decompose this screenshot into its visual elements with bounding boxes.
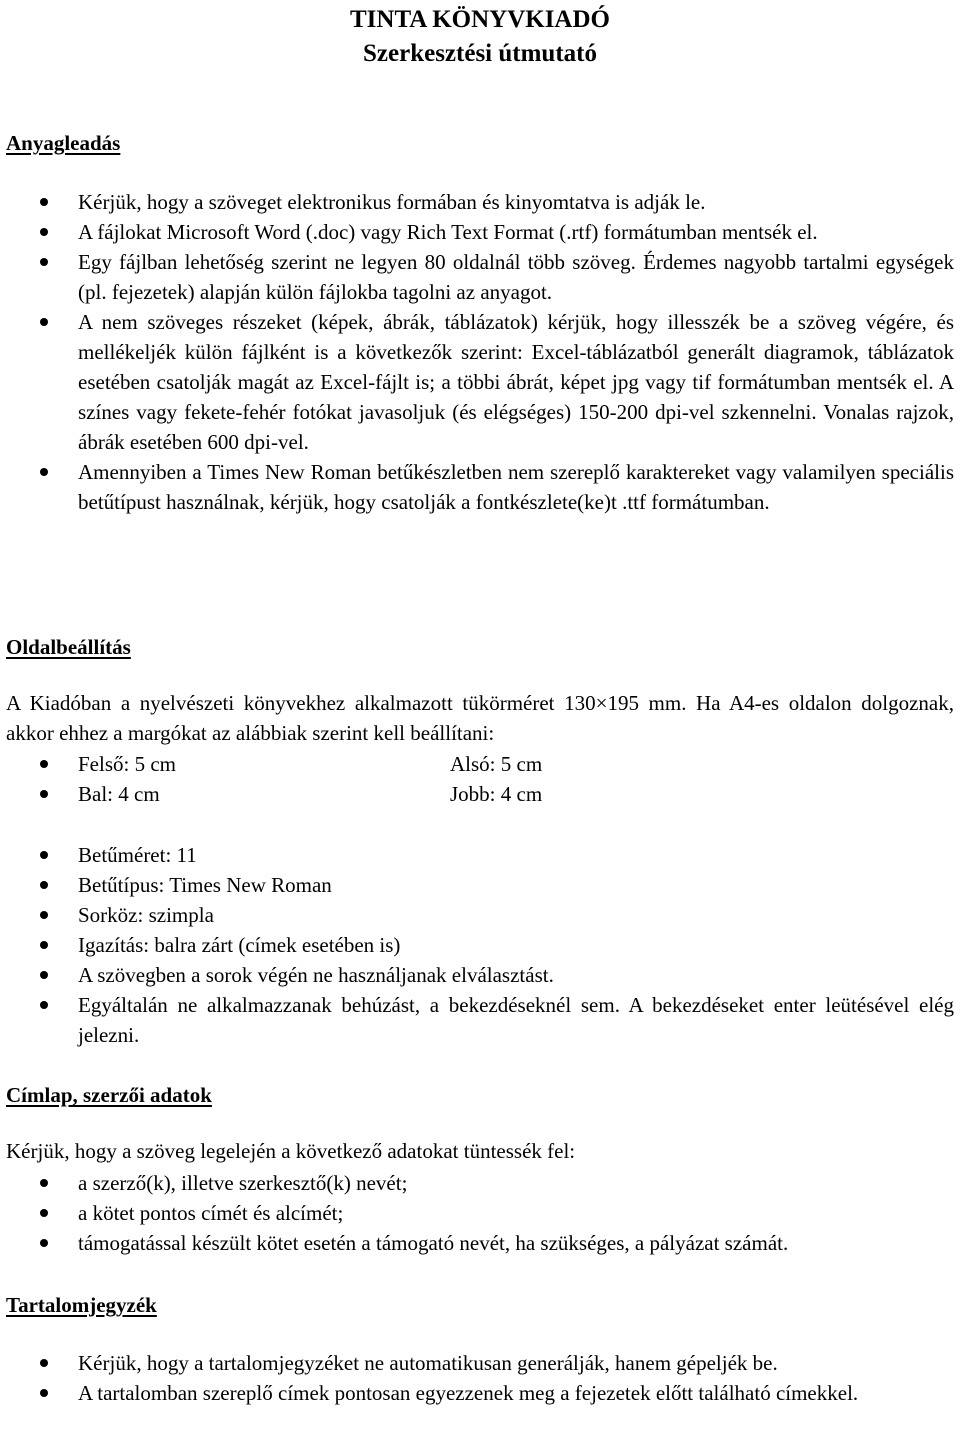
- list-item: Betűtípus: Times New Roman: [0, 870, 960, 900]
- bullet-icon: [40, 1389, 48, 1397]
- bullet-icon: [40, 941, 48, 949]
- cimlap-intro: Kérjük, hogy a szöveg legelején a következő adatokat tüntessék fel:: [6, 1139, 576, 1163]
- section-heading-oldalbeallitas: Oldalbeállítás: [6, 635, 131, 659]
- section-heading-tartalomjegyzek: Tartalomjegyzék: [6, 1293, 157, 1317]
- list-item: Igazítás: balra zárt (címek esetében is): [0, 930, 960, 960]
- format-list: [0, 840, 960, 1050]
- anyagleadas-list: [0, 187, 960, 517]
- list-item: Betűméret: 11: [0, 840, 960, 870]
- oldalbeallitas-intro: A Kiadóban a nyelvészeti könyvekhez alkalmazott tükörméret 130×195 mm. Ha A4-es oldalon dolgoznak, akkor ehhez a margókat az alábbiak szerint kell beállítani:: [6, 691, 954, 745]
- bullet-icon: [40, 228, 48, 236]
- document-subtitle: Szerkesztési útmutató: [363, 40, 597, 67]
- list-item: Amennyiben a Times New Roman betűkészletben nem szereplő karaktereket vagy valamilyen speciális betűtípust használnak, kérjük, hogy csatolják a fontkészlete(ke)t .ttf formátumban.: [0, 457, 960, 517]
- bullet-icon: [40, 318, 48, 326]
- bullet-icon: [40, 881, 48, 889]
- list-item: A fájlokat Microsoft Word (.doc) vagy Rich Text Format (.rtf) formátumban mentsék el.: [0, 217, 960, 247]
- list-item: A szövegben a sorok végén ne használjanak elválasztást.: [0, 960, 960, 990]
- list-item: a kötet pontos címét és alcímét;: [0, 1198, 960, 1228]
- margin-list: [0, 749, 960, 809]
- list-item: a szerző(k), illetve szerkesztő(k) nevét;: [0, 1168, 960, 1198]
- bullet-icon: [40, 1001, 48, 1009]
- list-item: Felső: 5 cm Alsó: 5 cm: [0, 749, 960, 779]
- cimlap-list: [0, 1168, 960, 1258]
- list-item: Bal: 4 cm Jobb: 4 cm: [0, 779, 960, 809]
- list-item: Sorköz: szimpla: [0, 900, 960, 930]
- bullet-icon: [40, 911, 48, 919]
- list-item: Kérjük, hogy a szöveget elektronikus formában és kinyomtatva is adják le.: [0, 187, 960, 217]
- list-item: támogatással készült kötet esetén a támogató nevét, ha szükséges, a pályázat számát.: [0, 1228, 960, 1258]
- bullet-icon: [40, 790, 48, 798]
- list-item: Egy fájlban lehetőség szerint ne legyen 80 oldalnál több szöveg. Érdemes nagyobb tartalmi egységek (pl. fejezetek) alapján külön fájlokba tagolni az anyagot.: [0, 247, 960, 307]
- list-item: A nem szöveges részeket (képek, ábrák, táblázatok) kérjük, hogy illesszék be a szöveg végére, és mellékeljék külön fájlként is a következők szerint: Excel-táblázatból generált diagramok, táblázatok esetében csatolják magát az Excel-fájlt is; a többi ábrát, képet jpg vagy tif formátumban mentsék el. A színes vagy fekete-fehér fotókat javasoljuk (és elégséges) 150-200 dpi-vel szkennelni. Vonalas rajzok, ábrák esetében 600 dpi-vel.: [0, 307, 960, 457]
- bullet-icon: [40, 1179, 48, 1187]
- tartalomjegyzek-list: [0, 1348, 960, 1408]
- bullet-icon: [40, 198, 48, 206]
- bullet-icon: [40, 1239, 48, 1247]
- publisher-title: TINTA KÖNYVKIADÓ: [350, 6, 610, 33]
- section-heading-anyagleadas: Anyagleadás: [6, 131, 121, 155]
- bullet-icon: [40, 258, 48, 266]
- list-item: A tartalomban szereplő címek pontosan egyezzenek meg a fejezetek előtt található címekkel.: [0, 1378, 960, 1408]
- bullet-icon: [40, 971, 48, 979]
- bullet-icon: [40, 1209, 48, 1217]
- bullet-icon: [40, 1359, 48, 1367]
- bullet-icon: [40, 468, 48, 476]
- bullet-icon: [40, 760, 48, 768]
- section-heading-cimlap: Címlap, szerzői adatok: [6, 1083, 212, 1107]
- bullet-icon: [40, 851, 48, 859]
- list-item: Kérjük, hogy a tartalomjegyzéket ne automatikusan generálják, hanem gépeljék be.: [0, 1348, 960, 1378]
- list-item: Egyáltalán ne alkalmazzanak behúzást, a bekezdéseknél sem. A bekezdéseket enter leütésével elég jelezni.: [0, 990, 960, 1050]
